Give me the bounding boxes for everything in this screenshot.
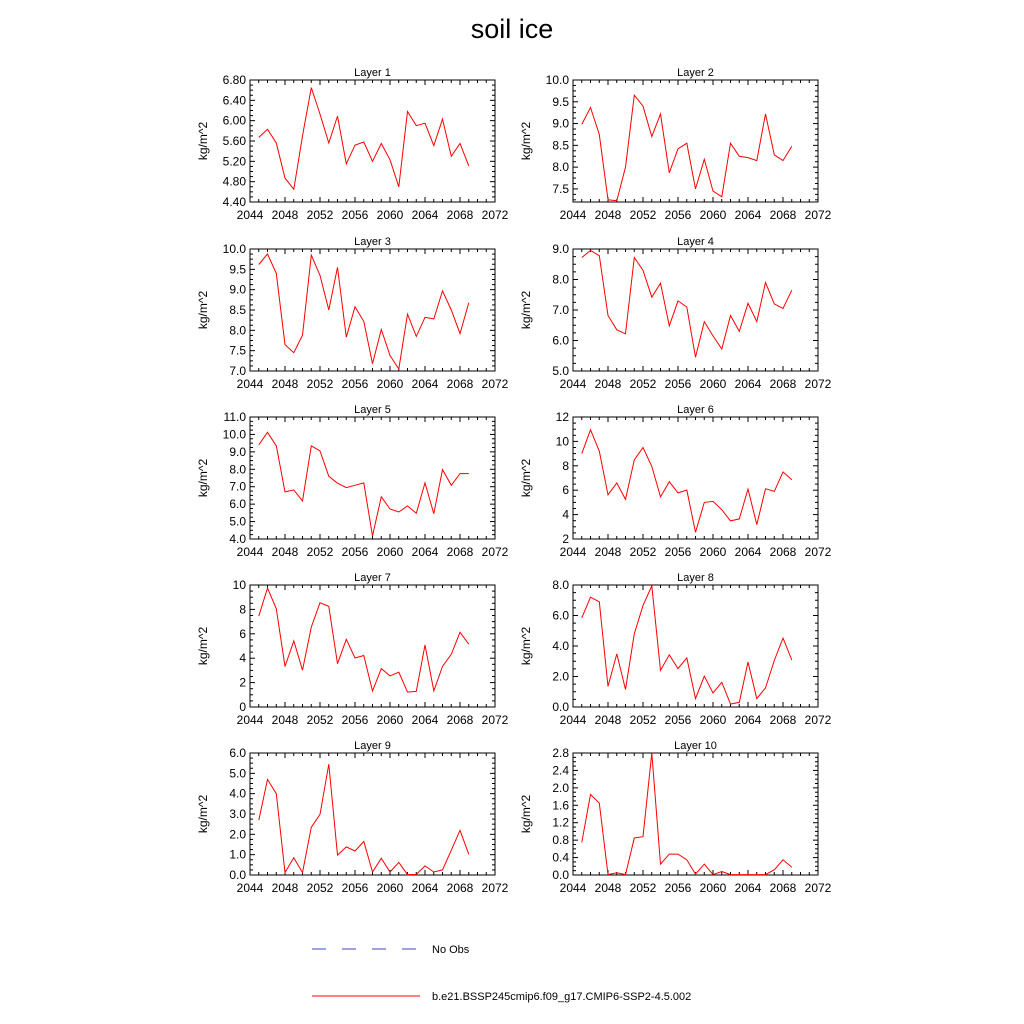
y-tick-label: 6 (562, 483, 569, 498)
x-tick-label: 2052 (306, 377, 334, 391)
y-tick-label: 1.0 (229, 847, 246, 862)
x-tick-label: 2052 (629, 881, 657, 895)
panel-title: Layer 4 (677, 236, 714, 248)
x-tick-label: 2064 (734, 713, 762, 727)
x-tick-label: 2052 (306, 713, 334, 727)
x-tick-label: 2044 (236, 545, 264, 559)
y-tick-label: 9.0 (229, 282, 246, 297)
x-tick-label: 2048 (594, 545, 622, 559)
y-tick-label: 2.8 (552, 746, 569, 760)
y-tick-label: 7.0 (229, 479, 246, 494)
x-tick-label: 2068 (769, 713, 797, 727)
y-axis-label: kg/m^2 (196, 794, 210, 834)
x-tick-label: 2064 (734, 377, 762, 391)
x-tick-label: 2056 (341, 881, 369, 895)
x-tick-label: 2056 (664, 713, 692, 727)
y-tick-label: 8.0 (229, 462, 246, 477)
x-tick-label: 2064 (734, 208, 762, 222)
y-tick-label: 6.80 (222, 73, 246, 87)
y-tick-label: 0.0 (229, 868, 246, 882)
x-tick-label: 2068 (446, 713, 474, 727)
y-tick-label: 8.0 (229, 323, 246, 338)
x-tick-label: 2072 (481, 377, 509, 391)
panel-2 (519, 67, 832, 222)
y-tick-label: 4.0 (229, 532, 246, 546)
y-tick-label: 0.0 (552, 868, 569, 882)
y-tick-label: 0 (239, 700, 246, 714)
x-tick-label: 2068 (446, 208, 474, 222)
plot-frame (250, 249, 495, 371)
figure-title: soil ice (470, 14, 554, 44)
plot-frame (250, 585, 495, 707)
x-tick-label: 2052 (306, 545, 334, 559)
x-tick-label: 2052 (629, 377, 657, 391)
x-tick-label: 2072 (481, 881, 509, 895)
y-tick-label: 11.0 (223, 410, 246, 424)
x-tick-label: 2068 (769, 881, 797, 895)
panel-title: Layer 2 (677, 67, 714, 79)
x-tick-label: 2044 (559, 881, 587, 895)
y-tick-label: 2.0 (552, 669, 569, 684)
plot-frame (573, 417, 818, 539)
y-tick-label: 7.5 (552, 181, 569, 196)
y-tick-label: 5.0 (552, 364, 569, 378)
panel-title: Layer 9 (354, 740, 391, 752)
x-tick-label: 2056 (341, 208, 369, 222)
x-tick-label: 2052 (306, 881, 334, 895)
x-tick-label: 2060 (699, 881, 727, 895)
y-tick-label: 4 (239, 651, 246, 666)
plot-frame (250, 753, 495, 875)
series-line (259, 588, 469, 692)
y-tick-label: 6.00 (222, 113, 246, 128)
y-tick-label: 10 (232, 578, 246, 592)
y-tick-label: 8 (562, 458, 569, 473)
x-tick-label: 2044 (559, 545, 587, 559)
y-tick-label: 9.0 (552, 116, 569, 131)
series-line (582, 251, 792, 358)
x-tick-label: 2068 (769, 208, 797, 222)
plot-frame (573, 249, 818, 371)
y-axis-label: kg/m^2 (519, 794, 533, 834)
x-tick-label: 2056 (341, 377, 369, 391)
y-tick-label: 6.0 (229, 497, 246, 512)
x-tick-label: 2064 (734, 545, 762, 559)
y-tick-label: 2.4 (552, 763, 569, 778)
x-tick-label: 2044 (236, 377, 264, 391)
series-line (259, 764, 469, 874)
y-tick-label: 9.5 (552, 94, 569, 109)
x-tick-label: 2052 (306, 208, 334, 222)
y-tick-label: 8.0 (552, 578, 569, 592)
x-tick-label: 2048 (271, 208, 299, 222)
x-tick-label: 2068 (769, 545, 797, 559)
series-line (259, 254, 469, 369)
series-line (259, 432, 469, 536)
y-tick-label: 9.5 (229, 262, 246, 277)
y-tick-label: 0.0 (552, 700, 569, 714)
panel-6 (519, 404, 832, 559)
panel-3 (196, 236, 509, 391)
x-tick-label: 2060 (699, 545, 727, 559)
x-tick-label: 2064 (411, 713, 439, 727)
x-tick-label: 2060 (376, 881, 404, 895)
series-line (582, 95, 792, 201)
x-tick-label: 2044 (236, 208, 264, 222)
x-tick-label: 2056 (664, 881, 692, 895)
y-tick-label: 8.5 (552, 138, 569, 153)
x-tick-label: 2072 (804, 545, 832, 559)
x-tick-label: 2068 (769, 377, 797, 391)
x-tick-label: 2048 (594, 881, 622, 895)
y-tick-label: 7.0 (552, 303, 569, 317)
y-tick-label: 5.0 (229, 766, 246, 781)
panel-title: Layer 7 (354, 572, 391, 584)
y-axis-label: kg/m^2 (196, 121, 210, 161)
y-tick-label: 2.0 (229, 827, 246, 842)
y-tick-label: 8.0 (552, 160, 569, 175)
legend-label-obs: No Obs (432, 944, 470, 956)
x-tick-label: 2060 (699, 208, 727, 222)
x-tick-label: 2048 (271, 377, 299, 391)
x-tick-label: 2064 (411, 208, 439, 222)
x-tick-label: 2060 (376, 377, 404, 391)
x-tick-label: 2048 (594, 377, 622, 391)
y-tick-label: 4.0 (229, 786, 246, 801)
series-line (582, 430, 792, 533)
panel-title: Layer 1 (354, 67, 391, 79)
x-tick-label: 2044 (559, 377, 587, 391)
x-tick-label: 2064 (734, 881, 762, 895)
x-tick-label: 2048 (271, 881, 299, 895)
x-tick-label: 2072 (804, 713, 832, 727)
x-tick-label: 2072 (481, 208, 509, 222)
series-line (582, 586, 792, 704)
plot-frame (573, 80, 818, 202)
y-tick-label: 5.60 (222, 134, 246, 148)
panel-1 (196, 67, 509, 222)
y-axis-label: kg/m^2 (196, 458, 210, 498)
y-tick-label: 7.0 (229, 364, 246, 378)
panel-title: Layer 3 (354, 236, 391, 248)
y-axis-label: kg/m^2 (519, 290, 533, 330)
y-axis-label: kg/m^2 (519, 458, 533, 498)
y-tick-label: 8.5 (229, 303, 246, 317)
y-tick-label: 9.0 (229, 444, 246, 459)
plot-frame (250, 417, 495, 539)
panel-5 (196, 404, 509, 559)
x-tick-label: 2048 (271, 545, 299, 559)
x-tick-label: 2052 (629, 713, 657, 727)
plot-frame (573, 585, 818, 707)
plot-frame (250, 80, 495, 202)
x-tick-label: 2044 (559, 713, 587, 727)
x-tick-label: 2060 (376, 713, 404, 727)
y-tick-label: 8.0 (552, 272, 569, 287)
y-tick-label: 4.0 (552, 639, 569, 653)
y-tick-label: 12 (555, 410, 569, 424)
y-tick-label: 8 (239, 602, 246, 617)
y-tick-label: 6.0 (552, 333, 569, 348)
x-tick-label: 2048 (594, 208, 622, 222)
x-tick-label: 2072 (804, 208, 832, 222)
x-tick-label: 2056 (664, 377, 692, 391)
y-tick-label: 10 (555, 434, 569, 449)
y-tick-label: 3.0 (229, 807, 246, 821)
x-tick-label: 2044 (236, 713, 264, 727)
panel-title: Layer 5 (354, 404, 391, 416)
x-tick-label: 2060 (699, 713, 727, 727)
y-tick-label: 6.0 (229, 746, 246, 760)
x-tick-label: 2068 (446, 881, 474, 895)
y-tick-label: 2 (239, 675, 246, 690)
y-tick-label: 7.5 (229, 343, 246, 358)
series-line (259, 88, 469, 190)
x-tick-label: 2056 (664, 208, 692, 222)
x-tick-label: 2052 (629, 545, 657, 559)
panel-10 (519, 740, 832, 895)
panel-title: Layer 8 (677, 572, 714, 584)
y-tick-label: 10.0 (222, 427, 246, 442)
y-axis-label: kg/m^2 (519, 121, 533, 161)
y-tick-label: 2 (562, 532, 569, 546)
x-tick-label: 2060 (376, 545, 404, 559)
y-tick-label: 10.0 (545, 73, 569, 87)
y-axis-label: kg/m^2 (519, 626, 533, 666)
panel-7 (196, 572, 509, 727)
y-axis-label: kg/m^2 (196, 290, 210, 330)
y-tick-label: 5.20 (222, 154, 246, 169)
y-tick-label: 0.4 (552, 850, 569, 865)
panel-title: Layer 6 (677, 404, 714, 416)
x-tick-label: 2056 (664, 545, 692, 559)
x-tick-label: 2072 (804, 377, 832, 391)
panel-title: Layer 10 (674, 740, 717, 752)
plot-frame (573, 753, 818, 875)
x-tick-label: 2052 (629, 208, 657, 222)
y-tick-label: 6.0 (552, 608, 569, 623)
y-tick-label: 10.0 (222, 242, 246, 256)
y-tick-label: 2.0 (552, 780, 569, 795)
x-tick-label: 2068 (446, 377, 474, 391)
x-tick-label: 2072 (481, 545, 509, 559)
x-tick-label: 2060 (376, 208, 404, 222)
x-tick-label: 2056 (341, 545, 369, 559)
panel-9 (196, 740, 509, 895)
y-tick-label: 4 (562, 507, 569, 522)
y-tick-label: 0.8 (552, 833, 569, 848)
x-tick-label: 2064 (411, 545, 439, 559)
x-tick-label: 2064 (411, 881, 439, 895)
x-tick-label: 2048 (271, 713, 299, 727)
y-axis-label: kg/m^2 (196, 626, 210, 666)
y-tick-label: 9.0 (552, 242, 569, 256)
x-tick-label: 2064 (411, 377, 439, 391)
legend-label-model: b.e21.BSSP245cmip6.f09_g17.CMIP6-SSP2-4.5.002 (432, 991, 692, 1003)
x-tick-label: 2072 (481, 713, 509, 727)
series-line (582, 753, 792, 875)
y-tick-label: 4.80 (222, 174, 246, 189)
panel-8 (519, 572, 832, 727)
x-tick-label: 2044 (236, 881, 264, 895)
y-tick-label: 5.0 (229, 514, 246, 529)
x-tick-label: 2044 (559, 208, 587, 222)
y-tick-label: 1.2 (552, 815, 569, 830)
x-tick-label: 2048 (594, 713, 622, 727)
x-tick-label: 2068 (446, 545, 474, 559)
x-tick-label: 2072 (804, 881, 832, 895)
y-tick-label: 6.40 (222, 93, 246, 108)
y-tick-label: 4.40 (222, 195, 246, 209)
panel-4 (519, 236, 832, 391)
y-tick-label: 6 (239, 626, 246, 641)
legend (312, 944, 691, 1003)
x-tick-label: 2056 (341, 713, 369, 727)
x-tick-label: 2060 (699, 377, 727, 391)
y-tick-label: 1.6 (552, 798, 569, 813)
